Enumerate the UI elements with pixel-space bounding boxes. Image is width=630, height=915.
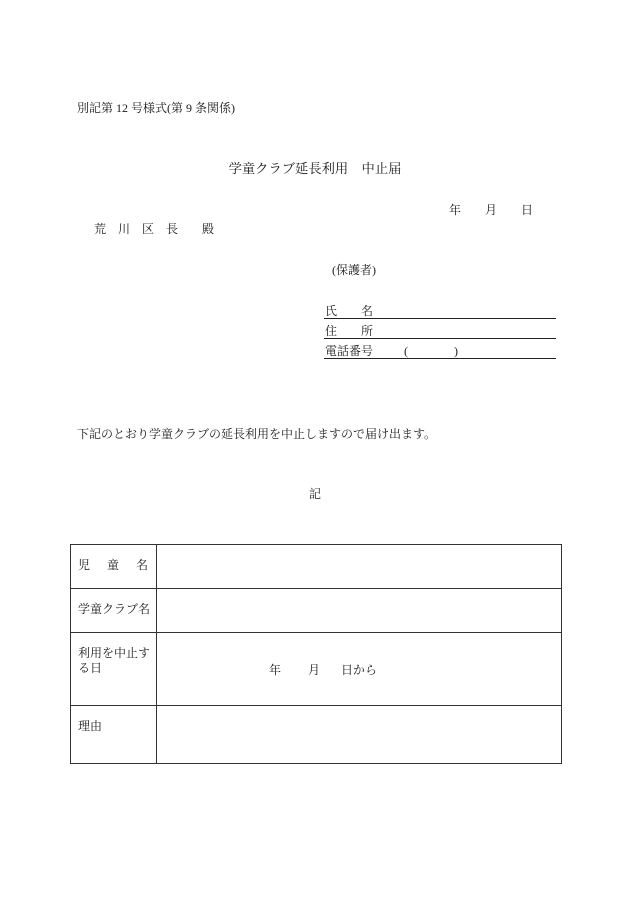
applicant-address-label: 住 所 [325, 324, 374, 338]
stop-date-value [157, 633, 561, 705]
phone-area-open-paren: ( [404, 344, 408, 358]
date-day-label: 日 [521, 203, 534, 217]
applicant-phone-field [324, 344, 556, 359]
table-row-stop-date [71, 632, 561, 705]
stop-date-month: 月 [308, 662, 321, 677]
stop-date-label: 利用を中止する日 [71, 633, 157, 705]
table-row-child-name [71, 545, 561, 588]
club-name-label: 学童クラブ名 [71, 589, 157, 632]
applicant-address-field [324, 324, 556, 339]
applicant-name-field [324, 304, 556, 319]
reason-value [157, 706, 561, 763]
stop-date-year: 年 [269, 662, 282, 677]
applicant-phone-label: 電話番号 [325, 344, 374, 358]
ki-heading: 記 [308, 487, 321, 501]
table-row-club-name [71, 588, 561, 632]
statement-text: 下記のとおり学童クラブの延長利用を中止しますので届け出ます。 [77, 427, 437, 441]
addressee: 荒 川 区 長 殿 [94, 222, 215, 236]
date-month-label: 月 [485, 203, 498, 217]
form-number: 別記第 12 号様式(第 9 条関係) [77, 101, 235, 115]
details-table [70, 544, 562, 764]
child-name-label: 児 童 名 [71, 545, 157, 588]
date-year-label: 年 [449, 203, 462, 217]
document-title: 学童クラブ延長利用 中止届 [228, 161, 402, 176]
table-row-reason [71, 705, 561, 763]
reason-label: 理由 [71, 706, 157, 763]
child-name-value [157, 545, 561, 588]
stop-date-day: 日から [341, 662, 378, 677]
applicant-role: (保護者) [332, 263, 376, 277]
phone-area-close-paren: ) [454, 344, 458, 358]
club-name-value [157, 589, 561, 632]
applicant-name-label: 氏 名 [325, 304, 374, 318]
